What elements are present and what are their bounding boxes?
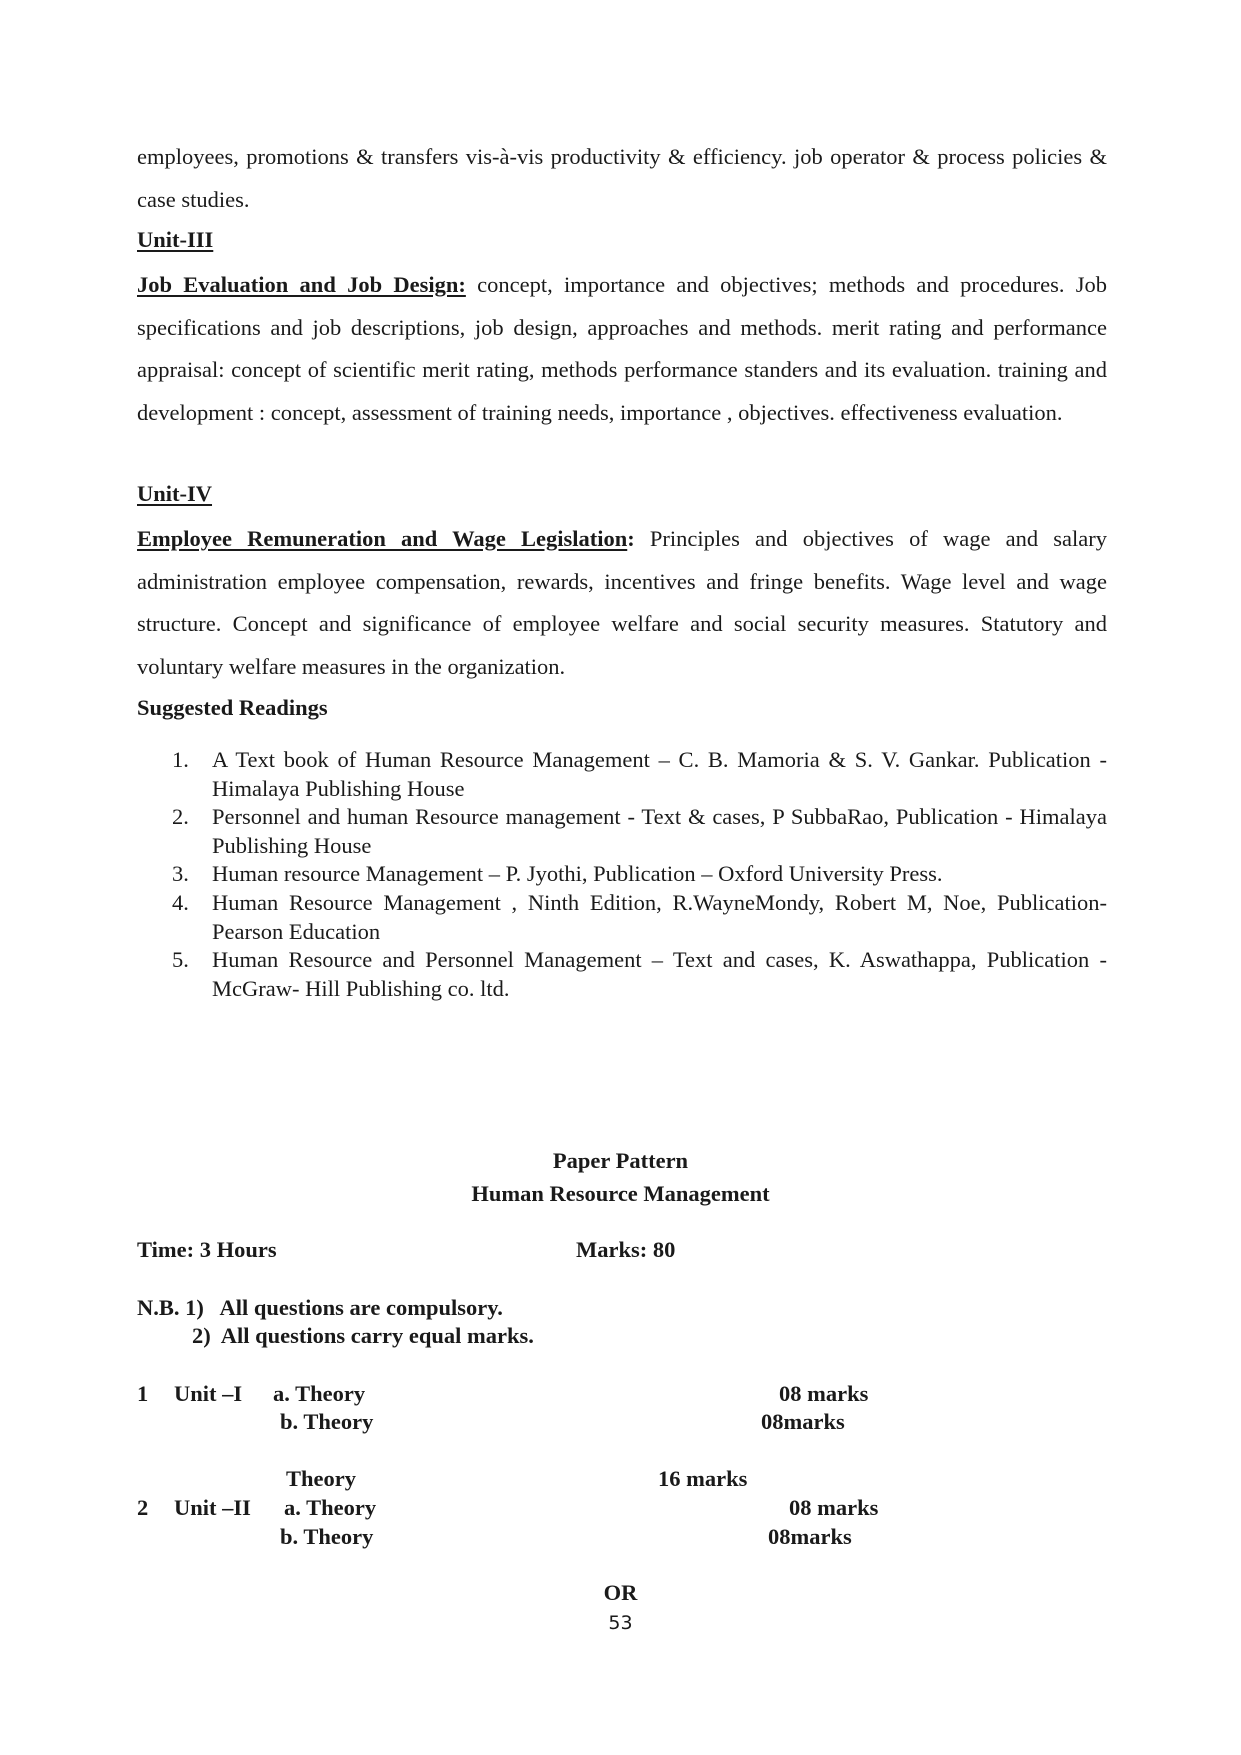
- unit-4-colon: :: [627, 526, 635, 551]
- theory-marks: 16 marks: [658, 1466, 748, 1491]
- q2-a-label: a. Theory: [284, 1495, 377, 1520]
- reading-number: 5.: [172, 947, 189, 973]
- reading-item: [137, 860, 1107, 889]
- unit-3-body: concept, importance and objectives; methods and procedures. Job specifications and job descriptions, job design, approaches and methods. merit rating and performance appraisal: concept of scientific merit rating, methods performance standers and its evaluation. training and development : concept, assessment of training needs, importance , objectives. effectiveness evaluation.: [137, 272, 1107, 425]
- reading-text: Personnel and human Resource management - Text & cases, P SubbaRao, Publication - Himalaya Publishing House: [212, 804, 1107, 858]
- paper-pattern-subject: Human Resource Management: [471, 1181, 770, 1206]
- reading-text: Human Resource and Personnel Management – Text and cases, K. Aswathappa, Publication - McGraw- Hill Publishing co. ltd.: [212, 947, 1107, 1001]
- reading-item: [137, 889, 1107, 946]
- reading-item: [137, 746, 1107, 803]
- q2-unit: Unit –II: [174, 1495, 251, 1520]
- q1-number: 1: [137, 1381, 149, 1406]
- theory-label: Theory: [286, 1466, 356, 1491]
- unit-3-topic-title: Job Evaluation and Job Design:: [137, 272, 466, 297]
- exam-time: Time: 3 Hours: [137, 1237, 277, 1262]
- unit-4-heading: Unit-IV: [137, 481, 213, 506]
- q2-number: 2: [137, 1495, 149, 1520]
- q2-b-marks: 08marks: [768, 1524, 852, 1549]
- nb-line-1: N.B. 1) All questions are compulsory.: [137, 1295, 503, 1320]
- reading-text: Human resource Management – P. Jyothi, Publication – Oxford University Press.: [212, 861, 943, 887]
- q2-b-label: b. Theory: [280, 1524, 374, 1549]
- suggested-readings-heading: Suggested Readings: [137, 695, 328, 720]
- reading-item: [137, 803, 1107, 860]
- page-number: 53: [608, 1612, 633, 1634]
- unit-4-paragraph: [137, 518, 1107, 688]
- q1-b-marks: 08marks: [761, 1409, 845, 1434]
- q1-unit: Unit –I: [174, 1381, 243, 1406]
- unit-4-body: Principles and objectives of wage and salary administration employee compensation, rewards, incentives and fringe benefits. Wage level and wage structure. Concept and significance of employee welfare and social security measures. Statutory and voluntary welfare measures in the organization.: [137, 526, 1107, 679]
- nb-line-2: 2) All questions carry equal marks.: [192, 1323, 534, 1348]
- q2-a-marks: 08 marks: [789, 1495, 879, 1520]
- reading-item: [137, 946, 1107, 1003]
- reading-number: 3.: [172, 861, 189, 887]
- or-separator: OR: [603, 1580, 638, 1605]
- readings-list: [137, 746, 1107, 1003]
- paper-pattern-title: Paper Pattern: [552, 1148, 689, 1173]
- q1-b-label: b. Theory: [280, 1409, 374, 1434]
- reading-number: 1.: [172, 747, 189, 772]
- unit-3-heading: Unit-III: [137, 227, 214, 252]
- exam-marks: Marks: 80: [576, 1237, 676, 1262]
- q1-a-label: a. Theory: [273, 1381, 366, 1406]
- reading-number: 4.: [172, 889, 189, 915]
- reading-text: Human Resource Management , Ninth Edition, R.WayneMondy, Robert M, Noe, Publication- Pearson Education: [212, 889, 1107, 944]
- intro-paragraph: employees, promotions & transfers vis-à-vis productivity & efficiency. job operator & process policies & case studies.: [137, 144, 1107, 212]
- unit-3-paragraph: [137, 264, 1107, 434]
- reading-text: A Text book of Human Resource Management – C. B. Mamoria & S. V. Gankar. Publication - Himalaya Publishing House: [212, 747, 1107, 801]
- reading-number: 2.: [172, 804, 189, 830]
- unit-4-topic-title: Employee Remuneration and Wage Legislation: [137, 526, 628, 551]
- q1-a-marks: 08 marks: [779, 1381, 869, 1406]
